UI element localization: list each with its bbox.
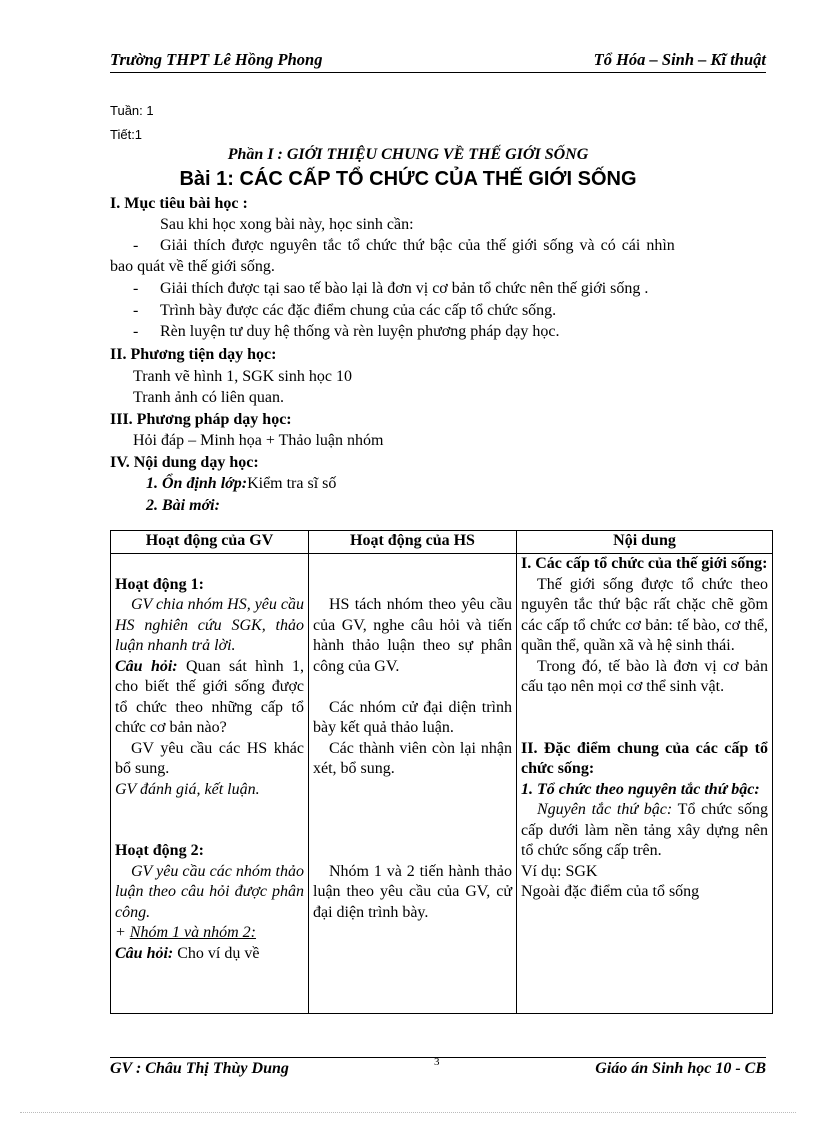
hs-activity-cell <box>309 554 517 1014</box>
section-2-subheading: 1. Tổ chức theo nguyên tắc thứ bậc: <box>521 780 760 798</box>
objective-bullet: - <box>133 237 139 254</box>
methods-heading: III. Phương pháp dạy học: <box>110 411 292 428</box>
gv-activity-cell <box>111 554 309 1014</box>
school-name: Trường THPT Lê Hồng Phong <box>110 50 323 69</box>
principle-paragraph <box>521 800 768 862</box>
objective-item: Trình bày được các đặc điểm chung của các cấp tổ chức sống. <box>160 302 557 319</box>
page-header <box>110 50 766 73</box>
step-1 <box>146 474 336 494</box>
hs-step: HS tách nhóm theo yêu cầu của GV, nghe câu hỏi và tiến hành thảo luận theo sự phân công của GV. <box>313 596 512 675</box>
lesson-table <box>110 530 773 1014</box>
question-2 <box>115 944 304 965</box>
page-footer <box>110 1057 766 1076</box>
objectives-heading: I. Mục tiêu bài học : <box>110 195 248 212</box>
material-item: Tranh ảnh có liên quan. <box>133 389 284 406</box>
continuation-line: Ngoài đặc điểm của tổ sống <box>521 883 700 900</box>
objective-bullet: - <box>133 323 139 340</box>
step-2-label: 2. Bài mới: <box>146 497 220 514</box>
section-1-paragraph: Trong đó, tế bào là đơn vị cơ bản cấu tạo nên mọi cơ thể sinh vật. <box>521 657 768 695</box>
section-1-heading: I. Các cấp tổ chức của thế giới sống: <box>521 555 768 572</box>
col-header-gv: Hoạt động của GV <box>111 531 309 554</box>
activity-1-text: GV chia nhóm HS, yêu cầu HS nghiên cứu SGK, thảo luận nhanh trả lời. <box>115 596 304 654</box>
question-2-label: Câu hỏi: <box>115 944 174 962</box>
activity-2-text: GV yêu cầu các nhóm thảo luận theo câu hỏi được phân công. <box>115 862 304 921</box>
teacher-name: GV : Châu Thị Thùy Dung <box>110 1060 289 1077</box>
col-header-content: Nội dung <box>517 531 773 554</box>
example-line: Ví dụ: SGK <box>521 862 598 880</box>
content-heading: IV. Nội dung dạy học: <box>110 454 259 471</box>
materials-heading: II. Phương tiện dạy học: <box>110 346 277 363</box>
question-1 <box>115 657 304 739</box>
group-assignment <box>115 923 304 944</box>
activity-2-title: Hoạt động 2: <box>115 842 204 859</box>
week-label: Tuần: 1 <box>110 103 154 118</box>
principle-text: Tổ chức sống cấp dưới làm nền tảng xây dựng nên tổ chức sống cấp trên. <box>521 801 769 859</box>
objective-item: Giải thích được tại sao tế bào lại là đơn vị cơ bản tổ chức nên thế giới sống . <box>160 280 649 297</box>
page-number: 3 <box>434 1056 440 1068</box>
objective-item: Rèn luyện tư duy hệ thống và rèn luyện phương pháp dạy học. <box>160 323 560 340</box>
hs-step: Các nhóm cử đại diện trình bày kết quả thảo luận. <box>313 698 512 736</box>
question-2-text: Cho ví dụ về <box>177 944 260 962</box>
question-1-text: Quan sát hình 1, cho biết thế giới sống được tổ chức theo những cấp tổ chức cơ bản nào? <box>115 657 304 736</box>
objectives-intro: Sau khi học xong bài này, học sinh cần: <box>160 216 414 233</box>
gv-evaluation: GV đánh giá, kết luận. <box>115 780 260 798</box>
page-bottom-divider <box>20 1112 796 1113</box>
table-row <box>111 554 773 1014</box>
section-2-heading: II. Đặc điểm chung của các cấp tổ chức sống: <box>521 739 768 777</box>
material-item: Tranh vẽ hình 1, SGK sinh học 10 <box>133 368 352 385</box>
content-cell <box>517 554 773 1014</box>
period-label: Tiết:1 <box>110 127 143 142</box>
principle-term: Nguyên tắc thứ bậc: <box>537 801 673 818</box>
objective-bullet: - <box>133 302 139 319</box>
department-name: Tổ Hóa – Sinh – Kĩ thuật <box>593 50 766 69</box>
section-1-paragraph: Thế giới sống được tổ chức theo nguyên tắc thứ bậc rất chặc chẽ gồm các cấp tổ chức cơ bản: tế bào, cơ thể, quần thể, quần xã và hệ sinh thái. <box>521 575 768 654</box>
hs-step: Nhóm 1 và 2 tiến hành thảo luận theo yêu cầu của GV, cử đại diện trình bày. <box>313 862 512 921</box>
lesson-title: Bài 1: CÁC CẤP TỔ CHỨC CỦA THẾ GIỚI SỐNG <box>179 168 637 190</box>
methods-text: Hỏi đáp – Minh họa + Thảo luận nhóm <box>133 432 384 449</box>
group-name: Nhóm 1 và nhóm 2: <box>129 924 257 941</box>
step-1-text: Kiểm tra sĩ số <box>247 475 337 492</box>
activity-1-title: Hoạt động 1: <box>115 575 204 593</box>
gv-supplement: GV yêu cầu các HS khác bổ sung. <box>115 739 304 777</box>
objective-bullet: - <box>133 280 139 297</box>
table-header-row <box>111 531 773 554</box>
question-1-label: Câu hỏi: <box>115 657 178 675</box>
part-title: Phần I : GIỚI THIỆU CHUNG VỀ THẾ GIỚI SỐNG <box>227 146 589 163</box>
col-header-hs: Hoạt động của HS <box>309 531 517 554</box>
hs-step: Các thành viên còn lại nhận xét, bổ sung. <box>313 739 512 777</box>
objective-item-cont: bao quát về thế giới sống. <box>110 258 275 275</box>
group-prefix: + <box>115 924 130 941</box>
step-1-label: 1. Ổn định lớp: <box>146 475 248 492</box>
objective-item: Giải thích được nguyên tắc tổ chức thứ bậc của thế giới sống và có cái nhìn <box>160 237 675 254</box>
plan-title: Giáo án Sinh học 10 - CB <box>595 1060 766 1077</box>
